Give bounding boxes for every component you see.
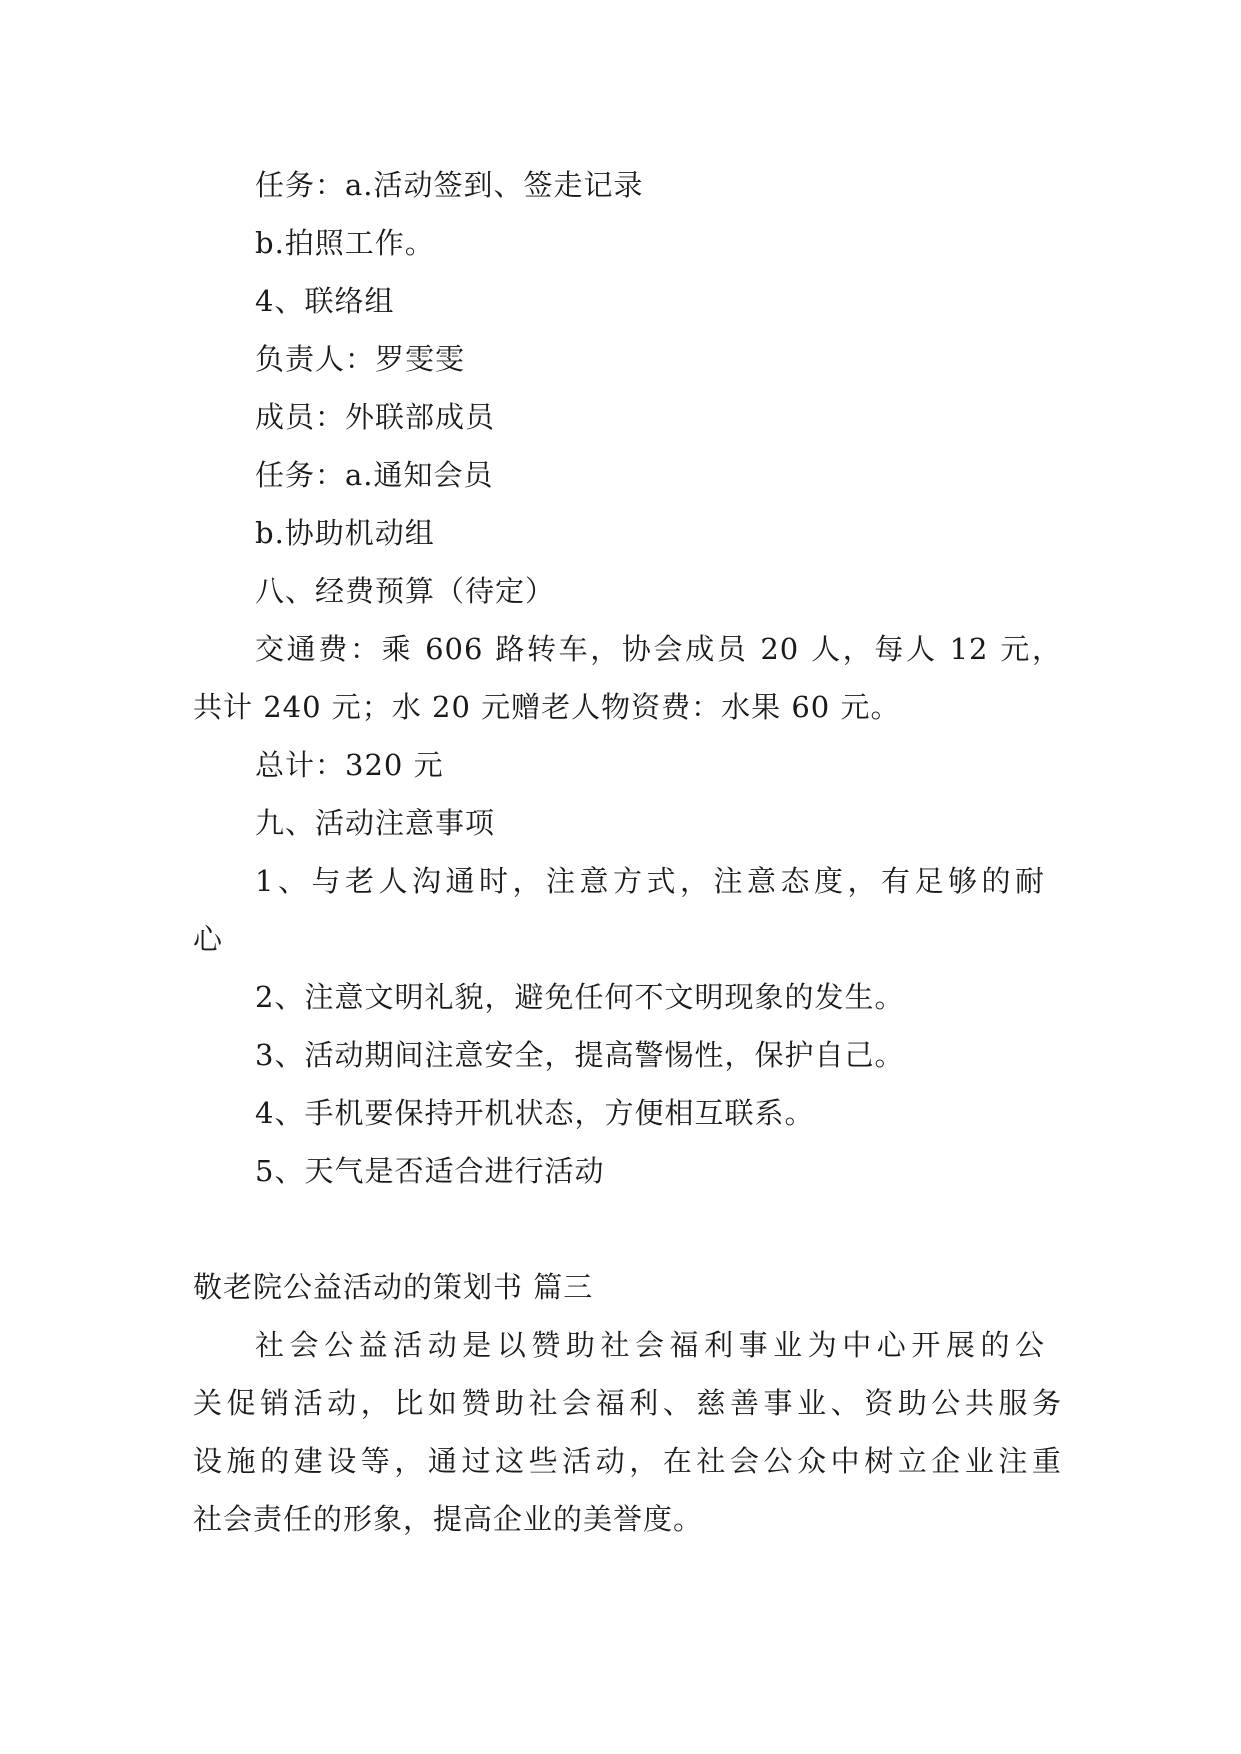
budget-line: 交通费：乘 606 路转车，协会成员 20 人，每人 12 元，	[255, 632, 1062, 666]
note-line: 3、活动期间注意安全，提高警惕性，保护自己。	[255, 1038, 905, 1072]
paragraph-line: 社会公益活动是以赞助社会福利事业为中心开展的公	[255, 1328, 1045, 1362]
members-line: 成员：外联部成员	[255, 400, 496, 434]
note-line: 心	[193, 922, 224, 956]
note-line: 1、与老人沟通时，注意方式，注意态度，有足够的耐	[255, 864, 1045, 898]
task-line: b.协助机动组	[255, 516, 435, 550]
task-line: b.拍照工作。	[255, 226, 435, 260]
section-heading: 九、活动注意事项	[255, 806, 496, 840]
note-line: 4、手机要保持开机状态，方便相互联系。	[255, 1096, 815, 1130]
section-heading: 4、联络组	[255, 284, 395, 318]
budget-line: 共计 240 元；水 20 元赠老人物资费：水果 60 元。	[193, 690, 901, 724]
paragraph-line: 社会责任的形象，提高企业的美誉度。	[193, 1502, 704, 1536]
note-line: 5、天气是否适合进行活动	[255, 1154, 605, 1188]
section-heading: 八、经费预算（待定）	[255, 574, 556, 608]
total-line: 总计：320 元	[255, 748, 444, 782]
paragraph-line: 关促销活动，比如赞助社会福利、慈善事业、资助公共服务	[193, 1386, 1062, 1420]
note-line: 2、注意文明礼貌，避免任何不文明现象的发生。	[255, 980, 905, 1014]
task-line: 任务：a.活动签到、签走记录	[255, 168, 644, 202]
section-title: 敬老院公益活动的策划书 篇三	[193, 1270, 594, 1304]
responsible-line: 负责人：罗雯雯	[255, 342, 466, 376]
task-line: 任务：a.通知会员	[255, 458, 494, 492]
paragraph-line: 设施的建设等，通过这些活动，在社会公众中树立企业注重	[193, 1444, 1062, 1478]
